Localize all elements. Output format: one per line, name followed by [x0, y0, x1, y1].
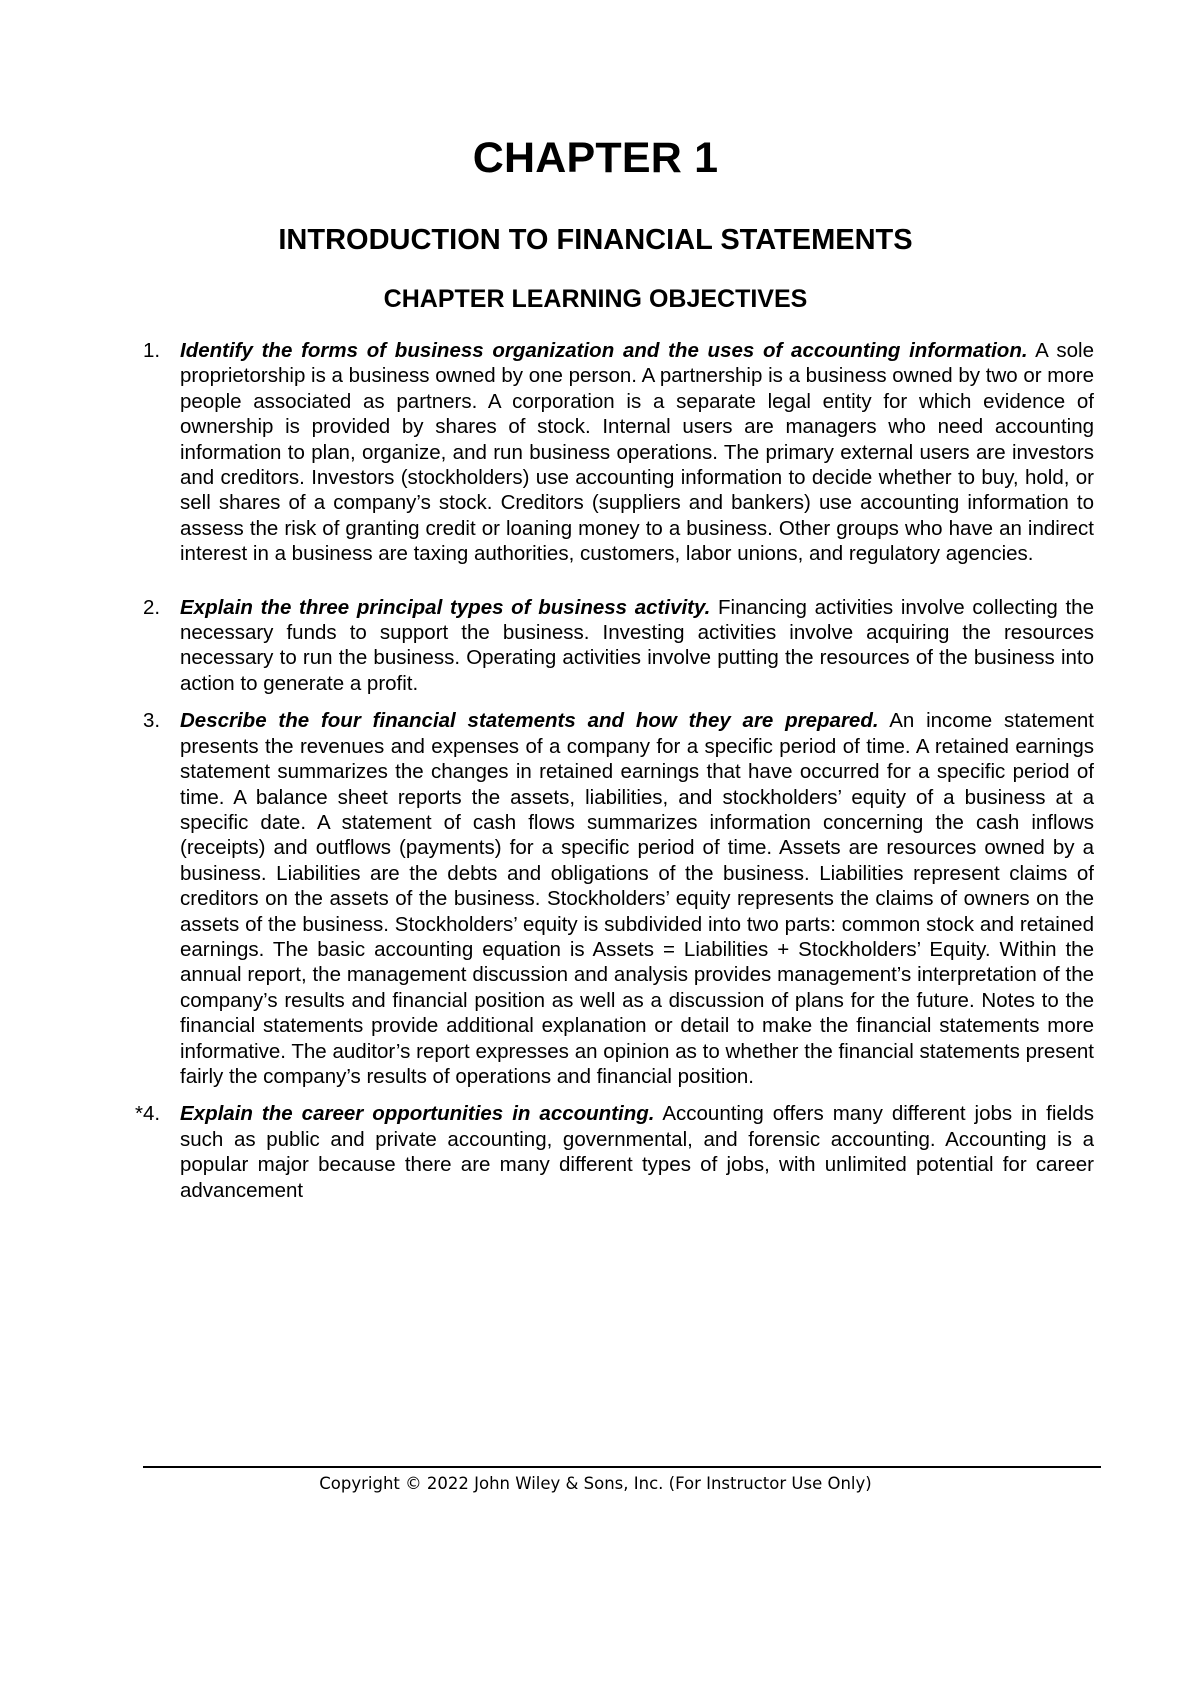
learning-objectives-list	[135, 338, 1094, 1203]
objective-lead: Identify the forms of business organization and the uses of accounting information.	[180, 339, 1028, 362]
chapter-heading: INTRODUCTION TO FINANCIAL STATEMENTS	[278, 224, 913, 256]
chapter-title: CHAPTER 1	[472, 134, 719, 182]
learning-objective-2	[143, 595, 1094, 697]
copyright-footer: Copyright © 2022 John Wiley & Sons, Inc. (For Instructor Use Only)	[319, 1474, 872, 1493]
objective-number: *4.	[135, 1102, 161, 1126]
objective-number: 1.	[143, 339, 161, 362]
learning-objective-3	[143, 708, 1094, 1089]
objective-number: 3.	[143, 709, 161, 733]
objective-body: Accounting offers many different jobs in fields such as public and private accounting, governmental, and forensic accounting. Accounting is a popular major because there are many different types of jobs, with unlimited potential for career advancement	[180, 1102, 1094, 1202]
objective-lead: Describe the four financial statements and how they are prepared.	[180, 709, 879, 733]
objective-body: Financing activities involve collecting the necessary funds to support the business. Investing activities involve acquiring the resources necessary to run the business. Operating activities involve putting the resources of the business into action to generate a profit.	[180, 595, 1094, 695]
objective-body: A sole proprietorship is a business owned by one person. A partnership is a business owned by two or more people associated as partners. A corporation is a separate legal entity for which evidence of ownership is provided by shares of stock. Internal users are managers who need accounting information to plan, organize, and run business operations. The primary external users are investors and creditors. Investors (stockholders) use accounting information to decide whether to buy, hold, or sell shares of a company’s stock. Creditors (suppliers and bankers) use accounting information to assess the risk of granting credit or loaning money to a business. Other groups who have an indirect interest in a business are taxing authorities, customers, labor unions, and regulatory agencies.	[180, 339, 1094, 566]
learning-objective-1	[143, 338, 1094, 567]
objective-body: An income statement presents the revenues and expenses of a company for a specific period of time. A retained earnings statement summarizes the changes in retained earnings that have occurred for a specific period of time. A balance sheet reports the assets, liabilities, and stockholders’ equity of a business at a specific date. A statement of cash flows summarizes information concerning the cash inflows (receipts) and outflows (payments) for a specific period of time. Assets are resources owned by a business. Liabilities are the debts and obligations of the business. Liabilities represent claims of creditors on the assets of the business. Stockholders’ equity represents the claims of owners on the assets of the business. Stockholders’ equity is subdivided into two parts: common stock and retained earnings. The basic accounting equation is Assets = Liabilities + Stockholders’ Equity. Within the annual report, the management discussion and analysis provides management’s interpretation of the company’s results and financial position as well as a discussion of plans for the future. Notes to the financial statements provide additional explanation or detail to make the financial statements more informative. The auditor’s report expresses an opinion as to whether the financial statements present fairly the company’s results of operations and financial position.	[180, 709, 1094, 1088]
objective-lead: Explain the career opportunities in accounting.	[180, 1102, 655, 1126]
learning-objectives-heading: CHAPTER LEARNING OBJECTIVES	[383, 285, 808, 313]
learning-objective-4	[135, 1101, 1094, 1203]
objective-number: 2.	[143, 595, 161, 619]
footer-divider	[143, 1466, 1101, 1468]
objective-lead: Explain the three principal types of business activity.	[180, 595, 711, 619]
